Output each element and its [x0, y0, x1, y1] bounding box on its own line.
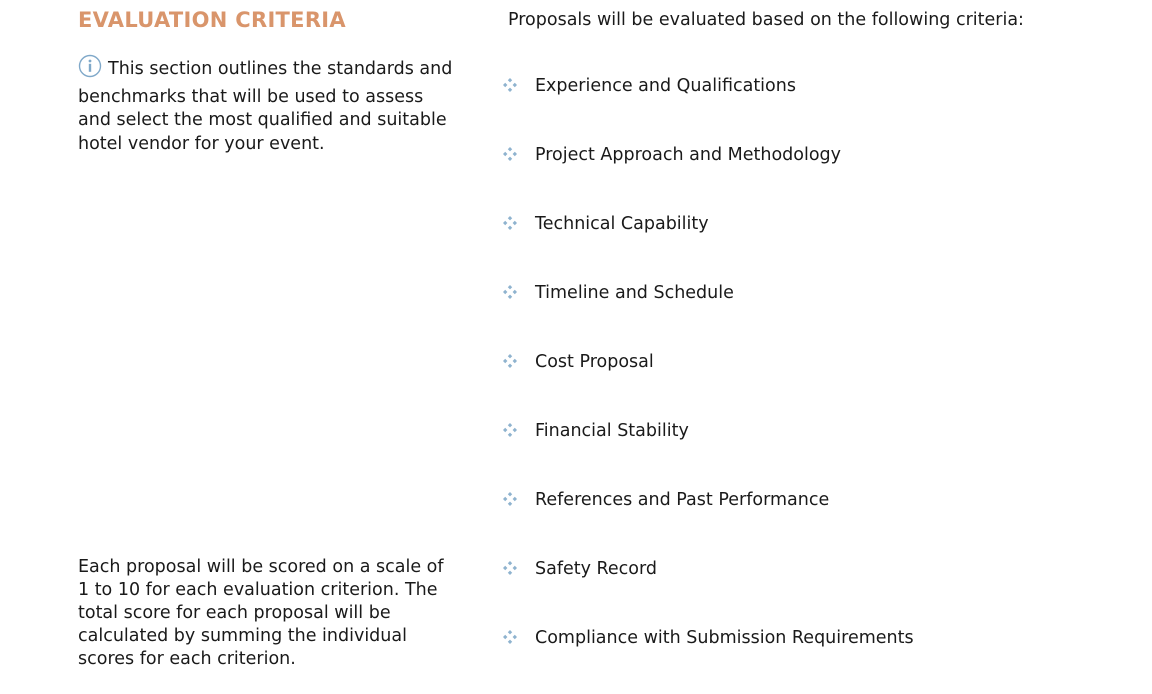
criteria-label: Cost Proposal	[535, 352, 654, 372]
criteria-intro: Proposals will be evaluated based on the following criteria:	[508, 10, 1024, 30]
criteria-item	[503, 73, 914, 142]
criteria-item	[503, 625, 914, 694]
four-diamond-bullet-icon	[503, 349, 517, 373]
section-title: EVALUATION CRITERIA	[78, 8, 346, 32]
left-column	[78, 0, 458, 679]
criteria-label: Experience and Qualifications	[535, 76, 796, 96]
criteria-label: Financial Stability	[535, 421, 689, 441]
criteria-list	[503, 73, 914, 694]
criteria-item	[503, 211, 914, 280]
criteria-label: Technical Capability	[535, 214, 709, 234]
criteria-item	[503, 280, 914, 349]
criteria-label: Project Approach and Methodology	[535, 145, 842, 165]
four-diamond-bullet-icon	[503, 487, 517, 511]
four-diamond-bullet-icon	[503, 418, 517, 442]
four-diamond-bullet-icon	[503, 211, 517, 235]
info-circle-icon	[78, 54, 102, 86]
criteria-label: References and Past Performance	[535, 490, 830, 510]
four-diamond-bullet-icon	[503, 625, 517, 649]
criteria-item	[503, 556, 914, 625]
criteria-label: Safety Record	[535, 559, 658, 579]
criteria-item	[503, 349, 914, 418]
criteria-item	[503, 142, 914, 211]
four-diamond-bullet-icon	[503, 142, 517, 166]
four-diamond-bullet-icon	[503, 556, 517, 580]
criteria-label: Compliance with Submission Requirements	[535, 628, 914, 648]
scoring-paragraph: Each proposal will be scored on a scale of 1 to 10 for each evaluation criterion. The total score for each proposal will be calculated by summing the individual scores for each criterion.	[78, 557, 444, 669]
criteria-item	[503, 487, 914, 556]
intro-paragraph	[78, 54, 453, 156]
criteria-label: Timeline and Schedule	[535, 283, 734, 303]
four-diamond-bullet-icon	[503, 280, 517, 304]
criteria-item	[503, 418, 914, 487]
right-column	[503, 0, 1143, 679]
four-diamond-bullet-icon	[503, 73, 517, 97]
intro-text: This section outlines the standards and benchmarks that will be used to assess and select the most qualified and suitable hotel vendor for your event.	[78, 59, 453, 154]
